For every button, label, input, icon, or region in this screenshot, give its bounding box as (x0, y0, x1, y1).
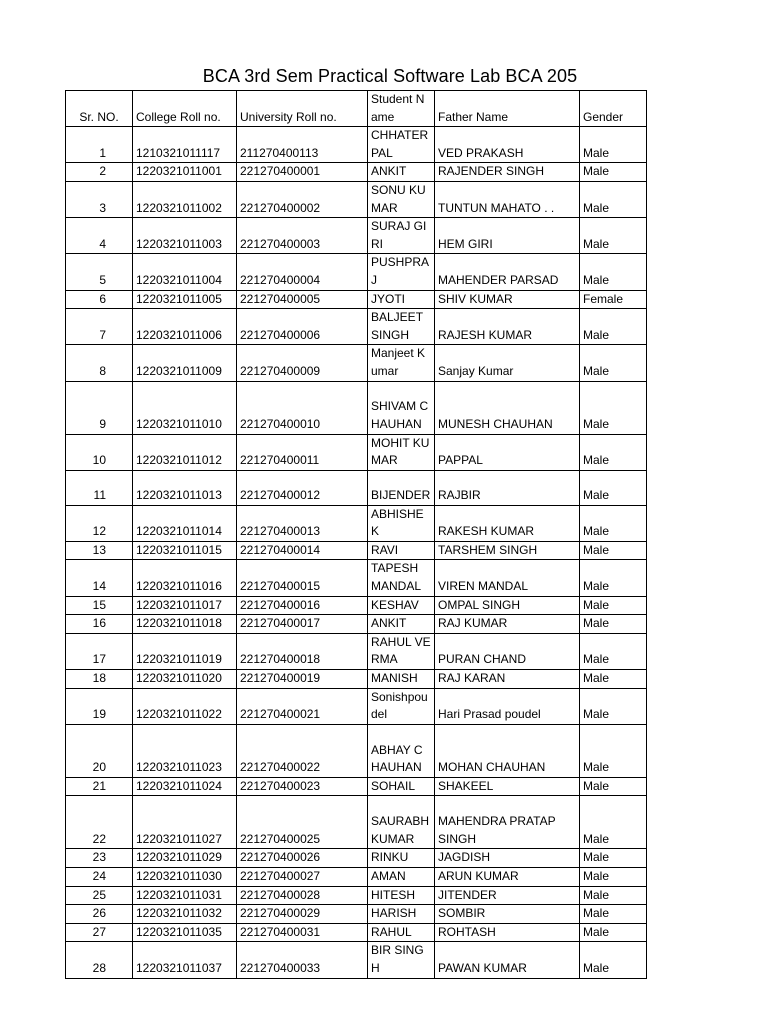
cell-sr-no: 7 (66, 309, 133, 345)
cell-sr-no: 4 (66, 218, 133, 254)
table-row (66, 505, 647, 541)
table-row (66, 470, 647, 505)
cell-sr-no: 11 (66, 470, 133, 505)
student-roster-table (65, 90, 647, 979)
cell-university-roll: 221270400019 (237, 670, 368, 689)
cell-sr-no: 12 (66, 505, 133, 541)
table-row (66, 923, 647, 942)
cell-sr-no: 21 (66, 777, 133, 796)
cell-gender: Male (580, 724, 647, 777)
cell-college-roll: 1220321011024 (133, 777, 237, 796)
cell-university-roll: 221270400004 (237, 254, 368, 290)
cell-student-name: BIJENDER (368, 470, 435, 505)
cell-gender: Male (580, 127, 647, 163)
cell-student-name: TAPESH MANDAL (368, 560, 435, 596)
cell-college-roll: 1220321011027 (133, 796, 237, 849)
cell-father-name: RAKESH KUMAR (435, 505, 580, 541)
table-body (66, 127, 647, 978)
cell-student-name: RAHUL (368, 923, 435, 942)
table-row (66, 886, 647, 905)
cell-student-name: RINKU (368, 849, 435, 868)
table-row (66, 942, 647, 978)
cell-gender: Male (580, 868, 647, 887)
cell-sr-no: 16 (66, 615, 133, 634)
cell-sr-no: 13 (66, 541, 133, 560)
cell-gender: Male (580, 470, 647, 505)
cell-university-roll: 221270400016 (237, 596, 368, 615)
cell-college-roll: 1220321011020 (133, 670, 237, 689)
cell-university-roll: 221270400013 (237, 505, 368, 541)
cell-father-name: VIREN MANDAL (435, 560, 580, 596)
table-row (66, 688, 647, 724)
cell-student-name: KESHAV (368, 596, 435, 615)
cell-father-name: RAJESH KUMAR (435, 309, 580, 345)
cell-father-name: OMPAL SINGH (435, 596, 580, 615)
cell-student-name: PUSHPRAJ (368, 254, 435, 290)
cell-father-name: PAPPAL (435, 434, 580, 470)
cell-college-roll: 1220321011001 (133, 163, 237, 182)
cell-student-name: SHIVAM CHAUHAN (368, 381, 435, 434)
cell-student-name: AMAN (368, 868, 435, 887)
cell-university-roll: 221270400011 (237, 434, 368, 470)
cell-college-roll: 1220321011014 (133, 505, 237, 541)
cell-father-name: SOMBIR (435, 905, 580, 924)
cell-college-roll: 1220321011005 (133, 290, 237, 309)
cell-sr-no: 22 (66, 796, 133, 849)
cell-father-name: TUNTUN MAHATO . . (435, 181, 580, 217)
cell-gender: Male (580, 560, 647, 596)
document-title: BCA 3rd Sem Practical Software Lab BCA 205 (202, 66, 578, 86)
cell-university-roll: 211270400113 (237, 127, 368, 163)
cell-college-roll: 1220321011030 (133, 868, 237, 887)
cell-university-roll: 221270400006 (237, 309, 368, 345)
table-row (66, 345, 647, 381)
cell-gender: Male (580, 345, 647, 381)
cell-gender: Male (580, 505, 647, 541)
table-row (66, 290, 647, 309)
cell-student-name: Manjeet Kumar (368, 345, 435, 381)
cell-college-roll: 1220321011029 (133, 849, 237, 868)
cell-college-roll: 1220321011006 (133, 309, 237, 345)
cell-college-roll: 1220321011002 (133, 181, 237, 217)
cell-father-name: HEM GIRI (435, 218, 580, 254)
cell-college-roll: 1220321011017 (133, 596, 237, 615)
cell-father-name: MAHENDER PARSAD (435, 254, 580, 290)
cell-gender: Male (580, 688, 647, 724)
cell-father-name: RAJ KARAN (435, 670, 580, 689)
cell-university-roll: 221270400001 (237, 163, 368, 182)
cell-student-name: Sonishpoudel (368, 688, 435, 724)
header-college-roll: College Roll no. (133, 91, 237, 127)
cell-gender: Male (580, 615, 647, 634)
cell-father-name: MOHAN CHAUHAN (435, 724, 580, 777)
cell-gender: Male (580, 796, 647, 849)
cell-student-name: BALJEET SINGH (368, 309, 435, 345)
cell-father-name: RAJENDER SINGH (435, 163, 580, 182)
cell-gender: Male (580, 254, 647, 290)
cell-university-roll: 221270400012 (237, 470, 368, 505)
cell-student-name: JYOTI (368, 290, 435, 309)
cell-college-roll: 1210321011117 (133, 127, 237, 163)
cell-university-roll: 221270400022 (237, 724, 368, 777)
table-row (66, 905, 647, 924)
cell-gender: Male (580, 381, 647, 434)
cell-university-roll: 221270400002 (237, 181, 368, 217)
cell-father-name: JAGDISH (435, 849, 580, 868)
cell-father-name: PAWAN KUMAR (435, 942, 580, 978)
cell-university-roll: 221270400018 (237, 633, 368, 669)
cell-student-name: MANISH (368, 670, 435, 689)
cell-sr-no: 17 (66, 633, 133, 669)
cell-father-name: SHAKEEL (435, 777, 580, 796)
table-row (66, 541, 647, 560)
cell-student-name: MOHIT KUMAR (368, 434, 435, 470)
table-row (66, 381, 647, 434)
cell-college-roll: 1220321011023 (133, 724, 237, 777)
cell-father-name: JITENDER (435, 886, 580, 905)
cell-college-roll: 1220321011010 (133, 381, 237, 434)
table-row (66, 633, 647, 669)
cell-university-roll: 221270400033 (237, 942, 368, 978)
table-row (66, 670, 647, 689)
cell-college-roll: 1220321011016 (133, 560, 237, 596)
cell-student-name: ABHISHEK (368, 505, 435, 541)
cell-college-roll: 1220321011022 (133, 688, 237, 724)
cell-sr-no: 28 (66, 942, 133, 978)
cell-gender: Female (580, 290, 647, 309)
cell-university-roll: 221270400021 (237, 688, 368, 724)
cell-gender: Male (580, 923, 647, 942)
cell-college-roll: 1220321011019 (133, 633, 237, 669)
cell-college-roll: 1220321011013 (133, 470, 237, 505)
table-header (66, 91, 647, 127)
table-row (66, 777, 647, 796)
cell-sr-no: 15 (66, 596, 133, 615)
cell-university-roll: 221270400017 (237, 615, 368, 634)
cell-university-roll: 221270400010 (237, 381, 368, 434)
cell-student-name: SURAJ GIRI (368, 218, 435, 254)
cell-sr-no: 18 (66, 670, 133, 689)
cell-gender: Male (580, 886, 647, 905)
cell-student-name: RAVI (368, 541, 435, 560)
cell-college-roll: 1220321011009 (133, 345, 237, 381)
table-row (66, 724, 647, 777)
cell-gender: Male (580, 163, 647, 182)
cell-gender: Male (580, 541, 647, 560)
cell-student-name: ANKIT (368, 615, 435, 634)
cell-student-name: SAURABH KUMAR (368, 796, 435, 849)
cell-student-name: HITESH (368, 886, 435, 905)
cell-college-roll: 1220321011012 (133, 434, 237, 470)
cell-sr-no: 1 (66, 127, 133, 163)
cell-sr-no: 20 (66, 724, 133, 777)
cell-university-roll: 221270400014 (237, 541, 368, 560)
cell-sr-no: 2 (66, 163, 133, 182)
header-sr-no: Sr. NO. (66, 91, 133, 127)
cell-sr-no: 24 (66, 868, 133, 887)
table-row (66, 163, 647, 182)
cell-college-roll: 1220321011031 (133, 886, 237, 905)
table-row (66, 434, 647, 470)
table-row (66, 127, 647, 163)
cell-student-name: SOHAIL (368, 777, 435, 796)
cell-student-name: SONU KUMAR (368, 181, 435, 217)
cell-father-name: TARSHEM SINGH (435, 541, 580, 560)
cell-student-name: CHHATER PAL (368, 127, 435, 163)
cell-university-roll: 221270400026 (237, 849, 368, 868)
cell-father-name: RAJ KUMAR (435, 615, 580, 634)
cell-sr-no: 8 (66, 345, 133, 381)
cell-college-roll: 1220321011018 (133, 615, 237, 634)
cell-father-name: PURAN CHAND (435, 633, 580, 669)
table-row (66, 868, 647, 887)
cell-college-roll: 1220321011032 (133, 905, 237, 924)
cell-father-name: SHIV KUMAR (435, 290, 580, 309)
table-row (66, 560, 647, 596)
cell-university-roll: 221270400027 (237, 868, 368, 887)
cell-sr-no: 3 (66, 181, 133, 217)
cell-father-name: Sanjay Kumar (435, 345, 580, 381)
cell-father-name: MUNESH CHAUHAN (435, 381, 580, 434)
table-row (66, 218, 647, 254)
cell-sr-no: 14 (66, 560, 133, 596)
cell-college-roll: 1220321011035 (133, 923, 237, 942)
cell-student-name: BIR SINGH (368, 942, 435, 978)
cell-university-roll: 221270400031 (237, 923, 368, 942)
cell-university-roll: 221270400023 (237, 777, 368, 796)
cell-university-roll: 221270400009 (237, 345, 368, 381)
cell-university-roll: 221270400005 (237, 290, 368, 309)
cell-sr-no: 25 (66, 886, 133, 905)
cell-university-roll: 221270400029 (237, 905, 368, 924)
cell-father-name: ROHTASH (435, 923, 580, 942)
cell-student-name: ABHAY CHAUHAN (368, 724, 435, 777)
cell-university-roll: 221270400025 (237, 796, 368, 849)
cell-university-roll: 221270400003 (237, 218, 368, 254)
cell-sr-no: 6 (66, 290, 133, 309)
table-row (66, 309, 647, 345)
cell-sr-no: 26 (66, 905, 133, 924)
header-row (66, 91, 647, 127)
cell-university-roll: 221270400028 (237, 886, 368, 905)
cell-college-roll: 1220321011015 (133, 541, 237, 560)
table-row (66, 849, 647, 868)
header-university-roll: University Roll no. (237, 91, 368, 127)
header-gender: Gender (580, 91, 647, 127)
cell-father-name: VED PRAKASH (435, 127, 580, 163)
cell-father-name: ARUN KUMAR (435, 868, 580, 887)
cell-gender: Male (580, 596, 647, 615)
cell-university-roll: 221270400015 (237, 560, 368, 596)
cell-college-roll: 1220321011003 (133, 218, 237, 254)
table-row (66, 615, 647, 634)
cell-gender: Male (580, 218, 647, 254)
cell-student-name: ANKIT (368, 163, 435, 182)
cell-father-name: RAJBIR (435, 470, 580, 505)
cell-sr-no: 23 (66, 849, 133, 868)
cell-sr-no: 27 (66, 923, 133, 942)
cell-gender: Male (580, 777, 647, 796)
cell-student-name: HARISH (368, 905, 435, 924)
cell-gender: Male (580, 905, 647, 924)
cell-sr-no: 10 (66, 434, 133, 470)
header-father-name: Father Name (435, 91, 580, 127)
cell-gender: Male (580, 670, 647, 689)
cell-sr-no: 9 (66, 381, 133, 434)
cell-college-roll: 1220321011037 (133, 942, 237, 978)
table-row (66, 796, 647, 849)
cell-student-name: RAHUL VERMA (368, 633, 435, 669)
header-student-name: Student Name (368, 91, 435, 127)
cell-gender: Male (580, 181, 647, 217)
cell-father-name: MAHENDRA PRATAP SINGH (435, 796, 580, 849)
cell-gender: Male (580, 434, 647, 470)
table-row (66, 596, 647, 615)
cell-gender: Male (580, 309, 647, 345)
cell-sr-no: 19 (66, 688, 133, 724)
cell-college-roll: 1220321011004 (133, 254, 237, 290)
table-row (66, 254, 647, 290)
cell-gender: Male (580, 942, 647, 978)
cell-gender: Male (580, 633, 647, 669)
cell-sr-no: 5 (66, 254, 133, 290)
cell-gender: Male (580, 849, 647, 868)
cell-father-name: Hari Prasad poudel (435, 688, 580, 724)
table-row (66, 181, 647, 217)
